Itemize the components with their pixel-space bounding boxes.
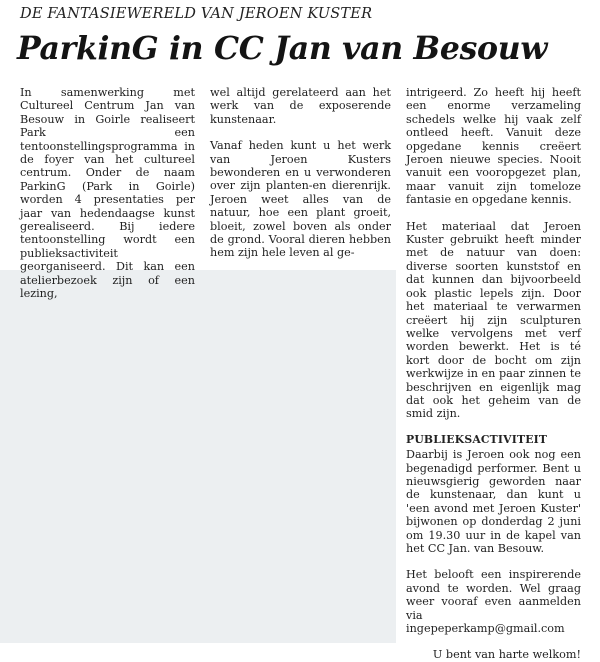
- article-kicker: DE FANTASIEWERELD VAN JEROEN KUSTER: [20, 6, 373, 22]
- paragraph: Het belooft een inspirerende avond te worden. Wel graag weer vooraf even aanmelden via ingepeperkamp@gmail.com: [406, 568, 581, 636]
- paragraph: Daarbij is Jeroen ook nog een begenadigd performer. Bent u nieuwsgierig geworden naar de kunstenaar, dan kunt u 'een avond met Jeroen Kuster' bijwonen op donderdag 2 juni om 19.30 uur in de kapel van het CC Jan. van Besouw.: [406, 448, 581, 555]
- paragraph: wel altijd gerelateerd aan het werk van de exposerende kunstenaar.: [210, 86, 391, 126]
- paragraph: In samenwerking met Cultureel Centrum Jan van Besouw in Goirle realiseert Park een tentoonstellingsprogramma in de foyer van het cultureel centrum. Onder de naam ParkinG (Park in Goirle) worden 4 presentaties per jaar van hedendaagse kunst gerealiseerd. Bij iedere tentoonstelling wordt een publieksactiviteit georganiseerd. Dit kan een atelierbezoek zijn of een lezing,: [20, 86, 195, 301]
- paragraph: intrigeerd. Zo heeft hij heeft een enorme verzameling schedels welke hij vaak zelf ontleed heeft. Vanuit deze opgedane kennis creëert Jeroen nieuwe species. Nooit vanuit een vooropgezet plan, maar vanuit zijn tomeloze fantasie en opgedane kennis.: [406, 86, 581, 207]
- article-column-3: [406, 86, 581, 662]
- section-subheading: PUBLIEKSACTIVITEIT: [406, 432, 548, 446]
- article-headline: ParkinG in CC Jan van Besouw: [17, 30, 548, 67]
- page-background-block: [0, 270, 396, 643]
- paragraph: Vanaf heden kunt u het werk van Jeroen Kusters bewonderen en u verwonderen over zijn planten-en dierenrijk. Jeroen weet alles van de natuur, hoe een plant groeit, bloeit, zowel boven als onder de grond. Vooral dieren hebben hem zijn hele leven al ge-: [210, 139, 391, 260]
- article-column-1: [20, 86, 195, 301]
- closing-line: U bent van harte welkom!: [432, 648, 581, 662]
- article-column-2: [210, 86, 391, 260]
- paragraph: Het materiaal dat Jeroen Kuster gebruikt heeft minder met de natuur van doen: diverse soorten kunststof en dat kunnen dan bijvoorbeeld ook plastic lepels zijn. Door het materiaal te verwarmen creëert hij zijn sculpturen welke vervolgens met verf worden bewerkt. Het is té kort door de bocht om zijn werkwijze in en paar zinnen te beschrijven en eigenlijk mag dat ook het geheim van de smid zijn.: [406, 219, 581, 421]
